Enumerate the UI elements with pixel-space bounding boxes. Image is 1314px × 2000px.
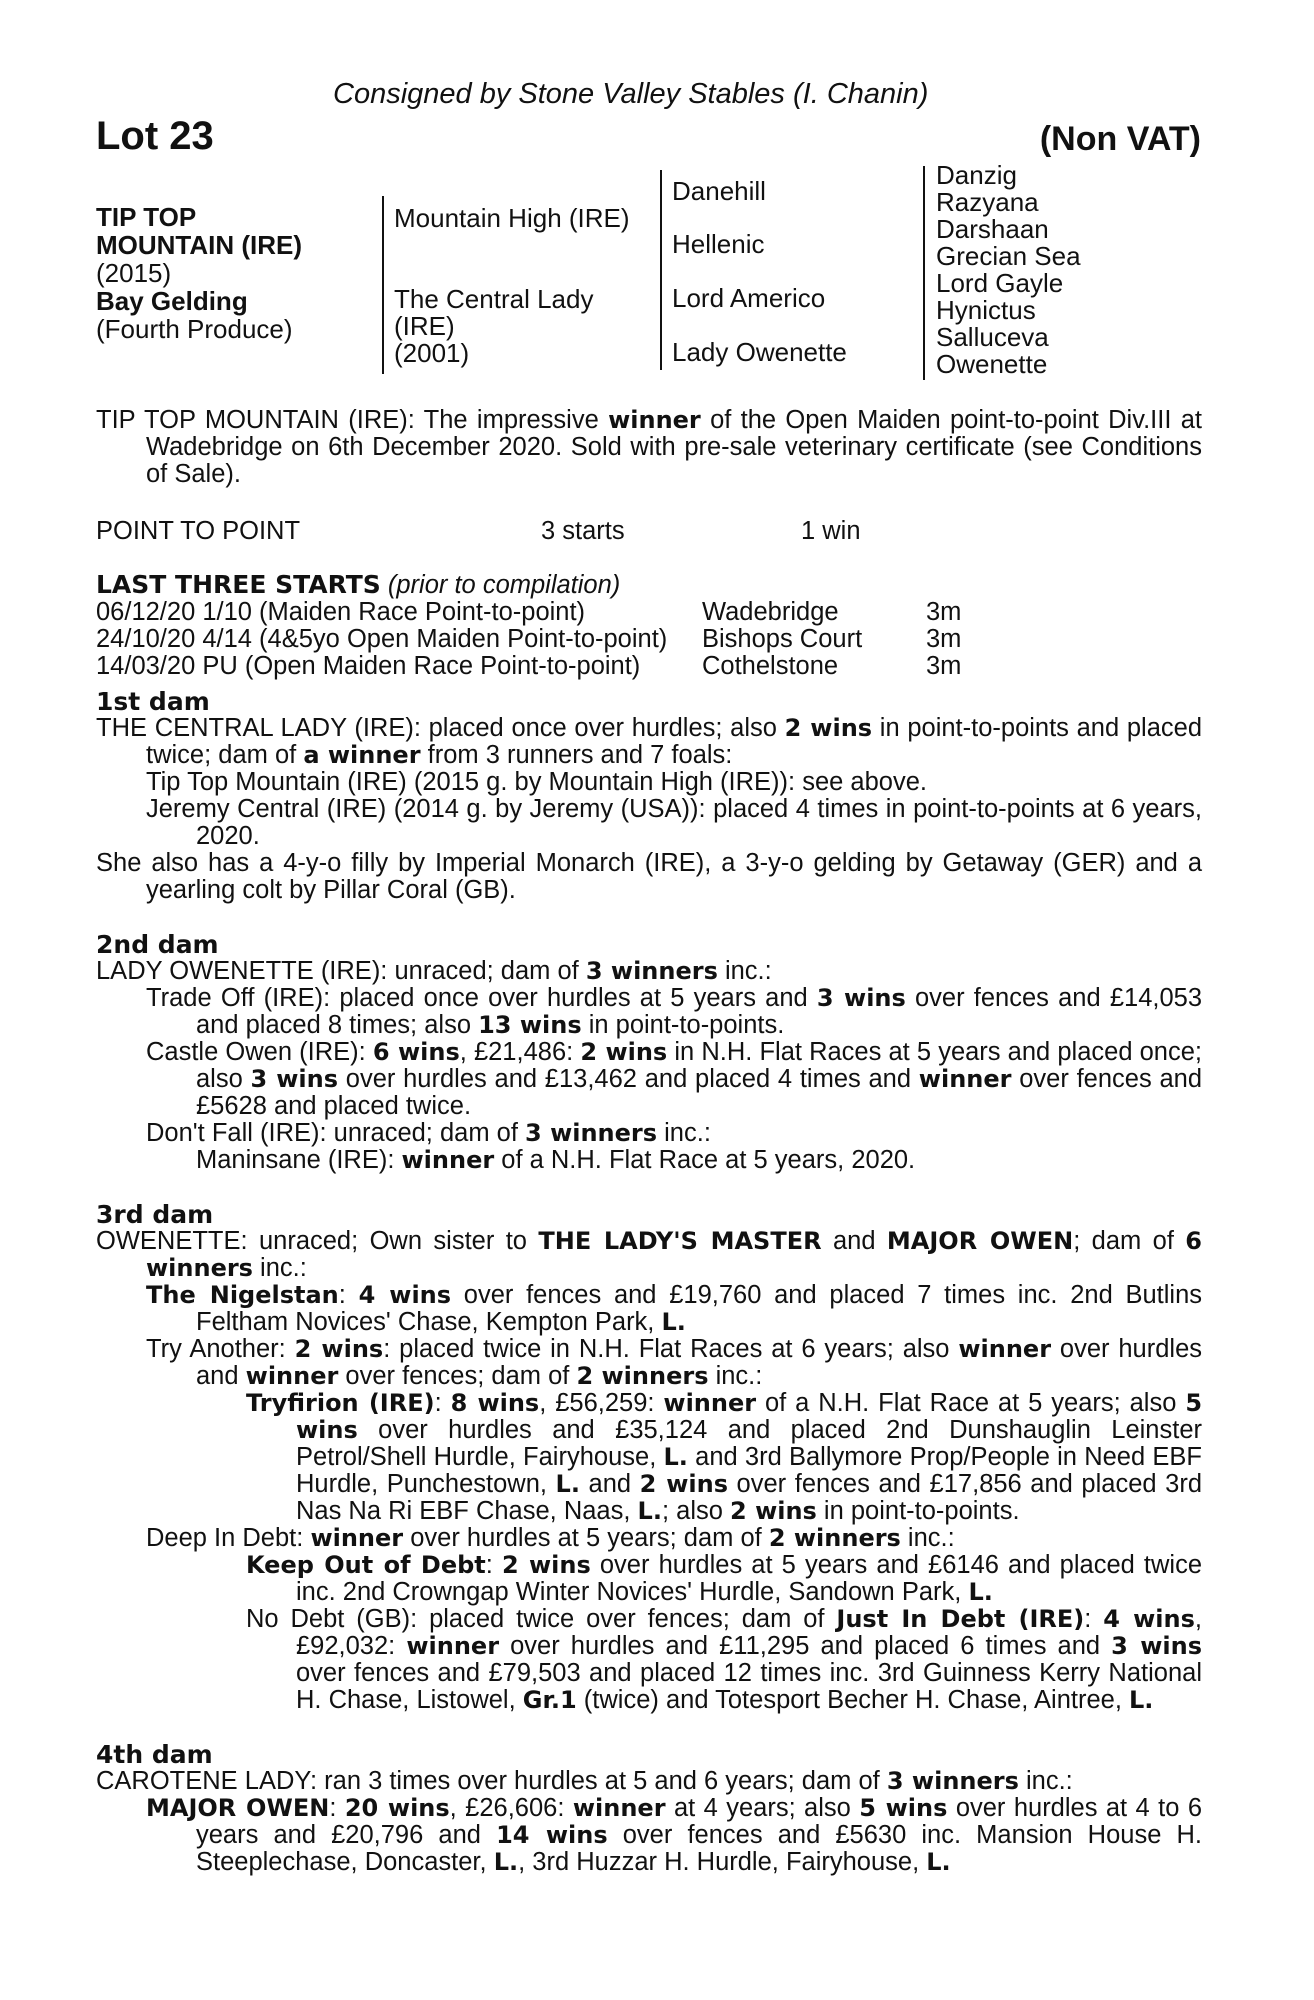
pedigree-g4: Lady Owenette: [672, 337, 847, 367]
catalogue-body: [96, 407, 1202, 1876]
grand-offspring-entry: No Debt (GB): placed twice over fences; dam of Just In Debt (IRE): 4 wins, £92,032: winner over hurdles and £11,295 and placed 6 times and 3 wins over fences and £79,503 and placed 12 times inc. 3rd Guinness Kerry National H. Chase, Listowel, Gr.1 (twice) and Totesport Becher H. Chase, Aintree, L.: [246, 1605, 1202, 1714]
fourth-dam-para: CAROTENE LADY: ran 3 times over hurdles at 5 and 6 years; dam of 3 winners inc.:: [96, 1767, 1073, 1795]
pedigree-g1: Danehill: [672, 176, 766, 206]
race-row: 14/03/20 PU (Open Maiden Race Point-to-point) Cothelstone 3m: [96, 652, 962, 680]
intro-paragraph: TIP TOP MOUNTAIN (IRE): The impressive winner of the Open Maiden point-to-point Div.III at Wadebridge on 6th December 2020. Sold with pre-sale veterinary certificate (see Conditions of Sale).: [96, 406, 1202, 488]
offspring-entry: Don't Fall (IRE): unraced; dam of 3 winners inc.:: [146, 1119, 711, 1147]
first-dam-heading: 1st dam: [96, 687, 210, 716]
offspring-note: She also has a 4-y-o filly by Imperial Monarch (IRE), a 3-y-o gelding by Getaway (GER) and a yearling colt by Pillar Coral (GB).: [96, 849, 1202, 904]
pedigree-dam-line2: (IRE): [394, 311, 455, 341]
race-row: 24/10/20 4/14 (4&5yo Open Maiden Point-to-point) Bishops Court 3m: [96, 625, 962, 653]
race-record: [96, 518, 1202, 545]
grand-offspring-entry: Maninsane (IRE): winner of a N.H. Flat Race at 5 years, 2020.: [196, 1146, 916, 1174]
fourth-dam-heading: 4th dam: [96, 1740, 213, 1769]
offspring-entry: Try Another: 2 wins: placed twice in N.H. Flat Races at 6 years; also winner over hurdles and winner over fences; dam of 2 winners inc.:: [146, 1335, 1202, 1390]
horse-identity: [96, 203, 356, 343]
consignor-line: Consigned by Stone Valley Stables (I. Chanin): [333, 78, 929, 110]
horse-name-line1: TIP TOP: [96, 202, 197, 232]
third-dam-heading: 3rd dam: [96, 1200, 214, 1229]
pedigree-gg8: Owenette: [936, 349, 1048, 379]
foaling-year: (2015): [96, 258, 172, 288]
horse-sex: Bay Gelding: [96, 286, 248, 316]
offspring-entry: Tip Top Mountain (IRE) (2015 g. by Mountain High (IRE)): see above.: [146, 768, 927, 796]
second-dam-para: LADY OWENETTE (IRE): unraced; dam of 3 winners inc.:: [96, 957, 772, 985]
pedigree-divider-1: [382, 196, 384, 374]
pedigree-gg3: Darshaan: [936, 214, 1049, 244]
race-row: 06/12/20 1/10 (Maiden Race Point-to-point) Wadebridge 3m: [96, 598, 962, 626]
offspring-entry: MAJOR OWEN: 20 wins, £26,606: winner at 4 years; also 5 wins over hurdles at 4 to 6 years and £20,796 and 14 wins over fences and £5630 inc. Mansion House H. Steeplechase, Doncaster, L., 3rd Huzzar H. Hurdle, Fairyhouse, L.: [146, 1794, 1203, 1876]
pedigree-dam-line1: The Central Lady: [394, 284, 594, 314]
record-starts: 3 starts: [541, 517, 625, 545]
pedigree-divider-2: [660, 170, 662, 370]
offspring-entry: Castle Owen (IRE): 6 wins, £21,486: 2 wins in N.H. Flat Races at 5 years and placed once; also 3 wins over hurdles and £13,462 and placed 4 times and winner over fences and £5628 and placed twice.: [146, 1038, 1203, 1120]
grand-offspring-entry: Keep Out of Debt: 2 wins over hurdles at 5 years and £6146 and placed twice inc. 2nd Crowngap Winter Novices' Hurdle, Sandown Park, L.: [246, 1551, 1203, 1606]
pedigree-gg5: Lord Gayle: [936, 268, 1064, 298]
second-dam-heading: 2nd dam: [96, 930, 219, 959]
vat-status: (Non VAT): [1039, 120, 1201, 158]
produce-note: (Fourth Produce): [96, 314, 293, 344]
pedigree-g2: Hellenic: [672, 229, 765, 259]
offspring-entry: Deep In Debt: winner over hurdles at 5 years; dam of 2 winners inc.:: [146, 1524, 955, 1552]
pedigree-gg4: Grecian Sea: [936, 241, 1081, 271]
pedigree-gg7: Salluceva: [936, 322, 1049, 352]
record-wins: 1 win: [801, 517, 861, 545]
horse-name-line2: MOUNTAIN (IRE): [96, 230, 303, 260]
pedigree-divider-3: [923, 166, 925, 380]
offspring-entry: Jeremy Central (IRE) (2014 g. by Jeremy (USA)): placed 4 times in point-to-points at 6 years, 2020.: [146, 795, 1202, 850]
record-label: POINT TO POINT: [96, 517, 301, 545]
pedigree-gg1: Danzig: [936, 160, 1017, 190]
pedigree-dam-line3: (2001): [394, 338, 470, 368]
pedigree-sire: Mountain High (IRE): [394, 203, 630, 233]
third-dam-para: OWENETTE: unraced; Own sister to THE LADY'S MASTER and MAJOR OWEN; dam of 6 winners inc.:: [96, 1227, 1202, 1282]
pedigree-gg6: Hynictus: [936, 295, 1036, 325]
pedigree-g3: Lord Americo: [672, 283, 826, 313]
grand-offspring-entry: Tryfirion (IRE): 8 wins, £56,259: winner of a N.H. Flat Race at 5 years; also 5 wins over hurdles and £35,124 and placed 2nd Dunshauglin Leinster Petrol/Shell Hurdle, Fairyhouse, L. and 3rd Ballymore Prop/People in Need EBF Hurdle, Punchestown, L. and 2 wins over fences and £17,856 and placed 3rd Nas Na Ri EBF Chase, Naas, L.; also 2 wins in point-to-points.: [246, 1389, 1203, 1525]
last-starts-heading: LAST THREE STARTS (prior to compilation): [96, 570, 621, 599]
first-dam-para: THE CENTRAL LADY (IRE): placed once over hurdles; also 2 wins in point-to-points and placed twice; dam of a winner from 3 runners and 7 foals:: [96, 714, 1203, 769]
lot-number: Lot 23: [96, 114, 214, 158]
pedigree-gg2: Razyana: [936, 187, 1039, 217]
offspring-entry: Trade Off (IRE): placed once over hurdles at 5 years and 3 wins over fences and £14,053 and placed 8 times; also 13 wins in point-to-points.: [146, 984, 1203, 1039]
offspring-entry: The Nigelstan: 4 wins over fences and £19,760 and placed 7 times inc. 2nd Butlins Feltham Novices' Chase, Kempton Park, L.: [146, 1281, 1203, 1336]
